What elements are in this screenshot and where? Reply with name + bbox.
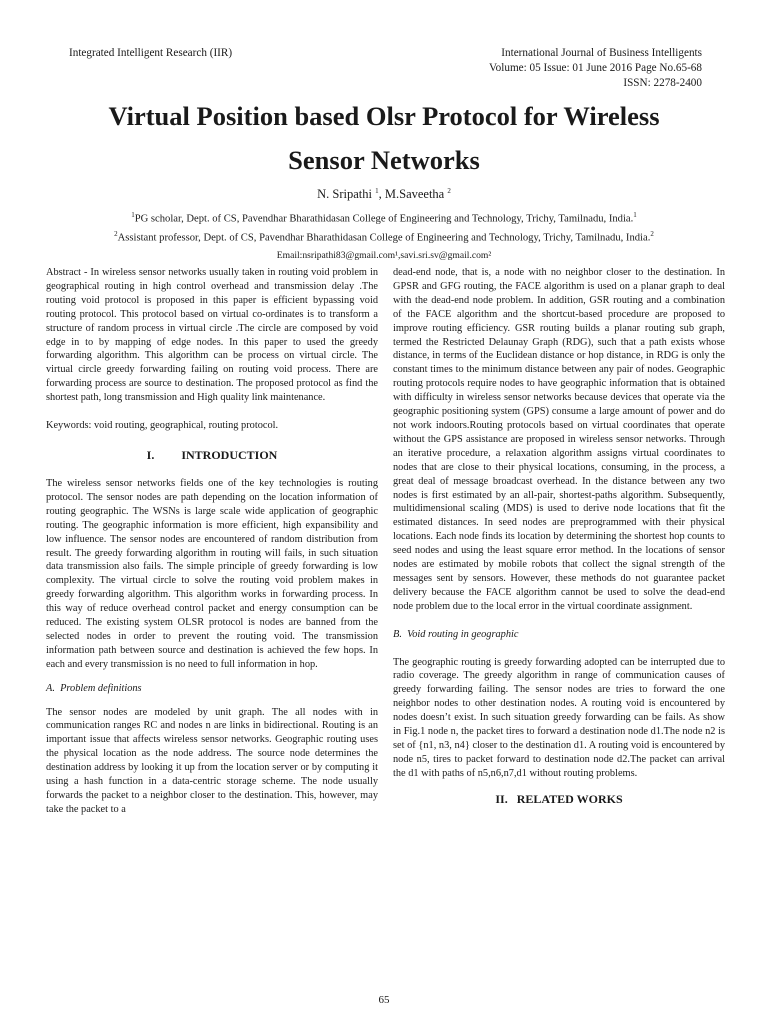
affiliation-1-end-sup: 1 [633, 211, 637, 219]
affiliation-1-text: PG scholar, Dept. of CS, Pavendhar Bharathidasan College of Engineering and Technology, Trichy, Tamilnadu, India. [134, 213, 634, 225]
problem-definitions-paragraph: The sensor nodes are modeled by unit graph. The all nodes with in communication ranges RC and nodes n are links in bidirectional. Routing is an important issue that affects wireless sensor networks. Geographic routing uses the physical location as the node address. The source node determines the destination address by looking it up from the location server or by computing it using a hash function in a data-centric storage scheme. The node usually forwards the packet to a neighbor closer to the destination. This, however, may take the packet to a [46, 706, 378, 815]
affiliation-2-end-sup: 2 [650, 230, 654, 238]
affiliation-1 [0, 208, 768, 227]
affiliation-2-sup: 2 [114, 230, 118, 238]
journal-name: International Journal of Business Intelligents [501, 47, 702, 59]
abstract: Abstract - In wireless sensor networks usually taken in routing void problem in geographical routing in high control overhead and transmission delay .The routing void protocol is proposed in this paper is efficient bypassing void routing protocol. This protocol based on virtual co-ordinates is to transform a structure of random process in virtual circle .The circle are composed by void edge in to by mapping of edge nodes. In this paper to used the greedy forwarding algorithm. This algorithm can be process on virtual circle. The virtual circle greedy forwarding failing on routing void process. There are forwarding process are source to destination. The proposed protocol as find the shortest path, long transmission and High quality link maintenance. [46, 267, 378, 404]
paper-title [40, 94, 728, 182]
void-routing-paragraph: The geographic routing is greedy forwarding adopted can be interrupted due to radio coverage. The greedy algorithm in range of communication causes of greedy forwarding failing. The sensor nodes are tries to forward the one neighbor nodes to other destination nodes. A routing void is encountered by nodes doesn’t exist. In such situation greedy forwarding can be fails. As show in Fig.1 node n, the packet tires to forward a destination node d1.The node n2 is set of {n1, n3, n4} closer to the destination d1. A routing void is encountered by node n5, tires to packet forward to destination node d2.The packet can arrival the d1 with paths of n5,n6,n7,d1 without routing problems. [393, 656, 725, 779]
author-emails: Email:nsripathi83@gmail.com¹,savi.sri.sv@gmail.com² [276, 250, 492, 261]
author-1-sup: 1 [375, 187, 379, 195]
routing-background-paragraph: dead-end node, that is, a node with no neighbor closer to the destination. In GPSR and GFG routing, the FACE algorithm is used on a planar graph to deal with the dead-end node problem. In addition, GSR routing and a combination of the FACE algorithm and the shortcut-based procedure are proposed to improve routing efficiency. GSR routing builds a planar routing sub graph, termed the Restricted Delaunay Graph (RDG), such that a path exists whose distance, in terms of the Euclidean distance or hop distance, in RDG is only the constant times to the minimum distance between any pair of nodes. Geographic routing protocols require nodes to have geographic information that is obtained with difficulty in wireless sensor networks because devices that operate via the geographic positioning system (GPS) consume a large amount of power and do not work indoors.Routing protocols based on virtual coordinates that operate without the GPS assistance are proposed in wireless sensor networks. Through an iterative procedure, a relaxation algorithm assigns virtual coordinates to nodes that are close to their physical locations, consuming, in the process, a great deal of message broadcast overhead. In the distance between any two nodes is first estimated by an all-pair, shortest-paths algorithm. Subsequently, multidimensional scaling (MDS) is used to derive node locations that fit the estimated distances. In seed nodes are preprogrammed with their physical locations. Each node finds its location by determining the shortest hop counts to seed nodes and using the least square error method. In the locations of sensor nodes are estimated by mobile robots that collect the signal strength of the messages sent by sensors. However, these methods do not guarantee packet delivery because the FACE algorithm cannot be used to solve the dead-end node problem due to the local error in the virtual coordinate assignment. [393, 267, 725, 612]
issn: ISSN: 2278-2400 [623, 77, 702, 89]
journal-header-right [489, 46, 702, 91]
affiliation-1-sup: 1 [131, 211, 135, 219]
subsection-problem-definitions-heading: A. Problem definitions [46, 682, 142, 694]
affiliation-2 [0, 227, 768, 246]
author-1: N. Sripathi [317, 187, 376, 202]
section-related-works-heading: II. RELATED WORKS [495, 791, 623, 806]
volume-issue: Volume: 05 Issue: 01 June 2016 Page No.65-68 [489, 62, 702, 74]
page-number: 65 [378, 994, 390, 1006]
title-line-1: Virtual Position based Olsr Protocol for Wireless [108, 101, 660, 131]
affiliation-2-text: Assistant professor, Dept. of CS, Pavendhar Bharathidasan College of Engineering and Technology, Trichy, Tamilnadu, India. [117, 232, 651, 244]
author-list [0, 187, 768, 202]
section-introduction-heading: I. INTRODUCTION [146, 447, 278, 462]
journal-header-left: Integrated Intelligent Research (IIR) [69, 47, 233, 59]
left-column [46, 266, 378, 817]
keywords: Keywords: void routing, geographical, routing protocol. [46, 420, 279, 432]
author-2-sup: 2 [447, 187, 451, 195]
introduction-paragraph: The wireless sensor networks fields one of the key technologies is routing protocol. The sensor nodes are path depending on the location information of routing geographic. The WSNs is large scale wide application of geographic routing. The geographic information is more efficient, high expansibility and low influence. The sensor nodes are encountered of random distribution from result. The greedy forwarding algorithm in routing will fails, in such situation data transmission also fails. The simple principle of greedy forwarding is low complexity. The virtual circle to solve the routing void problem makes in greedy forwarding algorithm. This algorithm works in forwarding process. In this way of reduce overhead control packet and energy consumption can be reduced. The existing system OLSR protocol is nodes are banned from the selected nodes in order to prevent the routing void. The transmission information path between source and destination is achieved the few hops. In each and every transmission is no need to full information in hop. [46, 477, 378, 670]
right-column [393, 266, 725, 807]
author-2: , M.Saveetha [378, 187, 448, 202]
title-line-2: Sensor Networks [288, 145, 480, 175]
subsection-void-routing-heading: B. Void routing in geographic [393, 628, 519, 640]
